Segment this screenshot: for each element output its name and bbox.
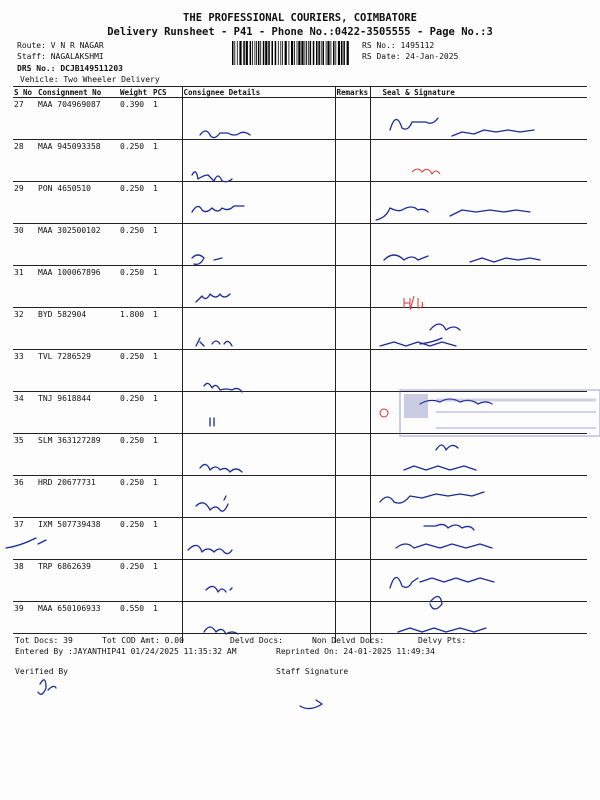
barcode-image: [232, 41, 352, 65]
row-weight: 0.250: [119, 140, 152, 182]
row-consignment: TVL 7286529: [37, 350, 119, 392]
row-pcs: 1: [152, 182, 182, 224]
row-sno: 38: [13, 560, 37, 602]
row-consignee: [182, 182, 335, 224]
row-seal: [370, 308, 587, 350]
row-pcs: 1: [152, 140, 182, 182]
footer-rule: [13, 633, 587, 634]
row-consignee: [182, 350, 335, 392]
table-header-row: [13, 87, 587, 98]
row-pcs: 1: [152, 350, 182, 392]
row-weight: 0.250: [119, 266, 152, 308]
row-seal: [370, 98, 587, 140]
runsheet-table: [13, 86, 587, 643]
row-consignment: MAA 302500102: [37, 224, 119, 266]
row-consignee: [182, 476, 335, 518]
row-seal: [370, 266, 587, 308]
table-row: [13, 602, 587, 644]
row-sno: 29: [13, 182, 37, 224]
col-seal: Seal & Signature: [370, 87, 587, 98]
row-consignee: [182, 308, 335, 350]
col-weight: Weight: [119, 87, 152, 98]
row-consignment: BYD 582904: [37, 308, 119, 350]
row-remarks: [335, 392, 370, 434]
row-weight: 0.250: [119, 392, 152, 434]
row-sno: 32: [13, 308, 37, 350]
row-remarks: [335, 476, 370, 518]
rs-date: RS Date: 24-Jan-2025: [362, 52, 459, 61]
row-weight: 0.250: [119, 476, 152, 518]
row-pcs: 1: [152, 392, 182, 434]
row-seal: [370, 476, 587, 518]
row-remarks: [335, 434, 370, 476]
row-seal: [370, 602, 587, 644]
runsheet-subtitle: Delivery Runsheet - P41 - Phone No.:0422-3505555 - Page No.:3: [107, 26, 493, 38]
rs-number: RS No.: 1495112: [362, 41, 435, 50]
row-pcs: 1: [152, 308, 182, 350]
row-remarks: [335, 98, 370, 140]
row-consignment: TRP 6862639: [37, 560, 119, 602]
staff-signature-label: Staff Signature: [276, 667, 349, 676]
row-consignment: MAA 945093358: [37, 140, 119, 182]
row-sno: 37: [13, 518, 37, 560]
row-seal: [370, 140, 587, 182]
row-sno: 33: [13, 350, 37, 392]
table-row: [13, 308, 587, 350]
table-row: [13, 266, 587, 308]
row-pcs: 1: [152, 434, 182, 476]
col-consignment: Consignment No: [37, 87, 119, 98]
row-consignee: [182, 560, 335, 602]
row-pcs: 1: [153, 604, 158, 613]
table-row: [13, 224, 587, 266]
table-row: [13, 476, 587, 518]
drs-label: DRS No.: DCJB149511203: [17, 64, 123, 73]
row-remarks: [335, 140, 370, 182]
table-row: [13, 98, 587, 140]
row-consignment: TNJ 9618844: [37, 392, 119, 434]
company-title: THE PROFESSIONAL COURIERS, COIMBATORE: [183, 12, 417, 24]
table-row: [13, 518, 587, 560]
col-consignee: Consignee Details: [182, 87, 335, 98]
total-docs: Tot Docs: 39: [15, 636, 73, 645]
row-consignment: IXM 507739438: [37, 518, 119, 560]
company-stamp: [396, 384, 600, 442]
row-seal: [370, 518, 587, 560]
row-sno: 36: [13, 476, 37, 518]
row-sno: 34: [13, 392, 37, 434]
row-consignee: [182, 266, 335, 308]
row-consignee: [182, 140, 335, 182]
row-consignee: [182, 434, 335, 476]
row-weight: 0.250: [119, 182, 152, 224]
row-weight: 0.250: [119, 560, 152, 602]
row-consignment: HRD 20677731: [37, 476, 119, 518]
delivered-docs: Delvd Docs:: [230, 636, 283, 645]
row-weight: 0.250: [119, 434, 152, 476]
table-row: [13, 140, 587, 182]
vehicle-label: Vehicle: Two Wheeler Delivery: [20, 75, 160, 84]
table-row: [13, 560, 587, 602]
row-sno: 39: [14, 604, 24, 613]
row-consignment: MAA 100067896: [37, 266, 119, 308]
row-seal: [370, 182, 587, 224]
row-weight: 0.250: [119, 224, 152, 266]
row-consignee: [182, 98, 335, 140]
non-delivered-docs: Non Delvd Docs:: [312, 636, 385, 645]
table-row: [13, 182, 587, 224]
col-sno: S No: [13, 87, 37, 98]
row-consignment: PON 4650510: [37, 182, 119, 224]
row-sno: 27: [13, 98, 37, 140]
verified-by-label: Verified By: [15, 667, 68, 676]
row-remarks: [335, 518, 370, 560]
row-pcs: 1: [152, 518, 182, 560]
row-weight: 0.250: [119, 518, 152, 560]
row-seal: [370, 560, 587, 602]
row-weight: 0.550: [120, 604, 145, 613]
row-consignee: [182, 518, 335, 560]
row-remarks: [335, 182, 370, 224]
row-weight: 0.250: [119, 350, 152, 392]
col-pcs: PCS: [152, 87, 182, 98]
row-seal: [370, 224, 587, 266]
row-sno: 28: [13, 140, 37, 182]
row-remarks: [335, 560, 370, 602]
row-pcs: 1: [152, 98, 182, 140]
row-remarks: [335, 266, 370, 308]
row-remarks: [335, 224, 370, 266]
row-pcs: 1: [152, 224, 182, 266]
total-cod-amount: Tot COD Amt: 0.00: [102, 636, 184, 645]
row-weight: 1.800: [119, 308, 152, 350]
entered-by: Entered By :JAYANTHIP41 01/24/2025 11:35:32 AM: [15, 647, 237, 656]
row-consignment: SLM 363127289: [37, 434, 119, 476]
row-consignee: [182, 224, 335, 266]
row-pcs: 1: [152, 560, 182, 602]
row-consignment: MAA 650106933: [38, 604, 101, 613]
reprinted-on: Reprinted On: 24-01-2025 11:49:34: [276, 647, 435, 656]
delivery-points: Delvy Pts:: [418, 636, 467, 645]
row-sno: 30: [13, 224, 37, 266]
route-label: Route: V N R NAGAR: [17, 41, 104, 50]
row-remarks: [335, 308, 370, 350]
row-remarks: [335, 350, 370, 392]
col-remarks: Remarks: [336, 87, 369, 97]
row-pcs: 1: [152, 266, 182, 308]
row-weight: 0.390: [119, 98, 152, 140]
row-pcs: 1: [152, 476, 182, 518]
row-consignment: MAA 704969087: [37, 98, 119, 140]
staff-label: Staff: NAGALAKSHMI: [17, 52, 104, 61]
row-sno: 35: [13, 434, 37, 476]
row-consignee: [182, 392, 335, 434]
row-sno: 31: [13, 266, 37, 308]
